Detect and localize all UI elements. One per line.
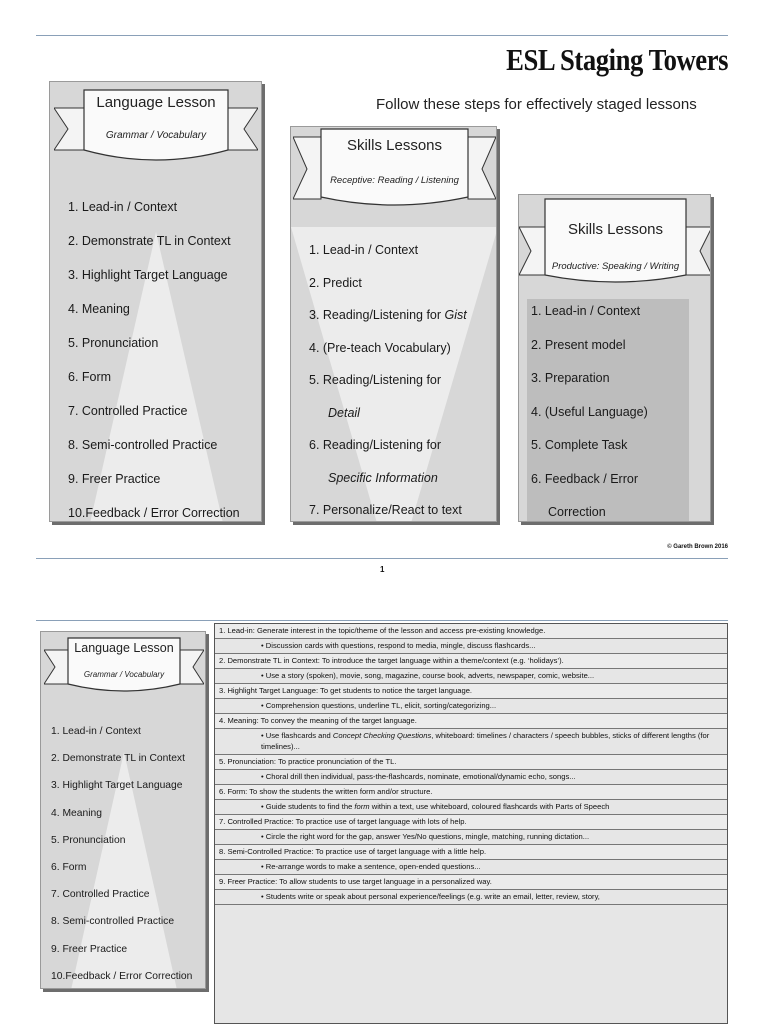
stage-activities-row: [215, 800, 727, 815]
page-title: ESL Staging Towers: [506, 42, 728, 77]
tower-title: Language Lesson: [96, 94, 216, 111]
page2-top-rule: [36, 620, 728, 621]
step-item: 2. Present model: [531, 337, 626, 352]
step-text: 2. Predict: [309, 275, 362, 290]
row-text: within a text, use whiteboard, coloured flashcards with Parts of Speech: [369, 802, 610, 811]
stage-heading-row: [215, 714, 727, 729]
step-item: 4. Meaning: [68, 302, 130, 316]
step-item: 10.Feedback / Error Correction: [51, 970, 193, 982]
row-text: • Students write or speak about personal experience/feelings (e.g. write an email, letter, review, story,: [261, 892, 600, 901]
row-text: , whiteboard: timelines / characters / speech bubbles, sticks of different lengths (for timelines)...: [261, 731, 710, 751]
stage-heading-row: [215, 684, 727, 699]
step-item: 1. Lead-in / Context: [531, 304, 641, 318]
stage-activities-row: [215, 639, 727, 654]
step-item: 9. Freer Practice: [51, 943, 128, 955]
step-item: 3. Highlight Target Language: [68, 268, 228, 282]
row-text: 8. Semi-Controlled Practice: To practice use of target language with a little help.: [219, 847, 487, 856]
row-text: • Use a story (spoken), movie, song, magazine, course book, adverts, newspaper, comic, website...: [261, 671, 595, 680]
tower-banner: [44, 636, 204, 696]
tower-subtitle: Receptive: Reading / Listening: [330, 175, 459, 186]
row-text: 5. Pronunciation: To practice pronunciation of the TL.: [219, 757, 397, 766]
step-text: 4. (Pre-teach Vocabulary): [309, 340, 451, 355]
step-item: 7. Controlled Practice: [68, 404, 188, 418]
page-number: 1: [380, 565, 385, 574]
row-text: • Choral drill then individual, pass-the-flashcards, nominate, emotional/dynamic echo, songs...: [261, 772, 576, 781]
stage-activities-row: [215, 860, 727, 875]
tower-subtitle: Grammar / Vocabulary: [83, 670, 165, 679]
tower-title: Language Lesson: [74, 641, 174, 655]
stage-heading-row: [215, 815, 727, 830]
step-item: 6. Form: [68, 370, 112, 384]
row-text: 2. Demonstrate TL in Context: To introduce the target language within a theme/context (e.g. ‘holidays’).: [219, 656, 564, 665]
stage-heading-row: [215, 624, 727, 639]
step-item: 3. Highlight Target Language: [51, 780, 183, 792]
step-item: [309, 494, 467, 522]
row-text: • Use flashcards and: [261, 731, 333, 740]
step-item: 10.Feedback / Error Correction: [68, 506, 240, 520]
page-subtitle: Follow these steps for effectively staged lessons: [376, 96, 697, 113]
step-item: [309, 234, 467, 267]
row-text: • Discussion cards with questions, respond to media, mingle, discuss flashcards...: [261, 641, 536, 650]
step-item: 5. Pronunciation: [68, 336, 159, 350]
step-item: [309, 267, 467, 300]
step-item: 3. Preparation: [531, 371, 610, 385]
step-item: 5. Complete Task: [531, 438, 628, 452]
tower-banner: [293, 127, 496, 213]
step-item: [309, 397, 467, 430]
step-item: 2. Demonstrate TL in Context: [68, 234, 231, 248]
tower-skills-productive: [518, 194, 711, 522]
row-text: • Guide students to find the: [261, 802, 355, 811]
step-item: [309, 462, 467, 495]
row-text: • Comprehension questions, underline TL, elicit, sorting/categorizing...: [261, 701, 497, 710]
tower-skills-receptive: [290, 126, 497, 522]
stages-table: [214, 623, 728, 1024]
tower-language-lesson: [49, 81, 262, 522]
row-text: Concept Checking Questions: [332, 731, 432, 740]
step-item: 6. Form: [51, 862, 87, 874]
step-item: [309, 364, 467, 397]
step-italic-text: Detail: [328, 405, 360, 420]
step-item: Correction: [548, 505, 606, 519]
step-item: 6. Feedback / Error: [531, 471, 638, 486]
tower-title: Skills Lessons: [346, 137, 443, 154]
row-text: 1. Lead-in: Generate interest in the topic/theme of the lesson and access pre-existing knowledge.: [219, 626, 546, 635]
step-item: 1. Lead-in / Context: [51, 726, 141, 737]
stage-heading-row: [215, 654, 727, 669]
stage-heading-row: [215, 785, 727, 800]
stage-activities-row: [215, 729, 727, 755]
tower-steps: [68, 190, 240, 522]
step-text: 6. Reading/Listening for: [309, 438, 442, 452]
stage-heading-row: [215, 845, 727, 860]
page1-bottom-rule: [36, 558, 728, 559]
stage-activities-row: [215, 830, 727, 845]
step-text: 5. Reading/Listening for: [309, 373, 442, 387]
row-text: • Circle the right word for the gap, answer Yes/No questions, mingle, matching, running dictation...: [261, 832, 590, 841]
stage-heading-row: [215, 755, 727, 770]
step-item: 4. (Useful Language): [531, 404, 648, 419]
row-text: 4. Meaning: To convey the meaning of the target language.: [219, 716, 417, 725]
step-item: [309, 299, 467, 332]
step-item: 5. Pronunciation: [51, 834, 126, 846]
copyright: © Gareth Brown 2016: [667, 544, 728, 550]
tower-steps: [51, 718, 192, 989]
tower-subtitle: Grammar / Vocabulary: [105, 130, 207, 141]
step-item: 8. Semi-controlled Practice: [68, 438, 218, 452]
step-item: 1. Lead-in / Context: [68, 200, 178, 214]
tower-subtitle: Productive: Speaking / Writing: [551, 261, 680, 272]
step-item: 2. Demonstrate TL in Context: [51, 753, 185, 765]
row-text: 9. Freer Practice: To allow students to use target language in a personalized way.: [219, 877, 492, 886]
stage-activities-row: [215, 669, 727, 684]
tower-banner: [519, 197, 711, 285]
row-text: 3. Highlight Target Language: To get students to notice the target language.: [219, 686, 473, 695]
step-text: 3. Reading/Listening for: [309, 308, 445, 322]
row-text: • Re-arrange words to make a sentence, open-ended questions...: [261, 862, 481, 871]
step-italic-text: Specific Information: [328, 470, 438, 485]
stage-activities-row: [215, 890, 727, 905]
step-item: 7. Controlled Practice: [51, 889, 150, 901]
step-item: 8. Semi-controlled Practice: [51, 916, 175, 928]
step-item: [309, 332, 467, 365]
stage-activities-row: [215, 770, 727, 785]
step-text: 7. Personalize/React to text: [309, 503, 462, 517]
top-rule: [36, 35, 728, 36]
tower-steps: [309, 234, 467, 522]
tower-steps: [531, 295, 648, 522]
tower-language-lesson-small: [40, 631, 206, 989]
tower-title: Skills Lessons: [567, 221, 664, 238]
step-item: 9. Freer Practice: [68, 472, 161, 486]
row-text: 7. Controlled Practice: To practice use of target language with lots of help.: [219, 817, 467, 826]
stage-activities-row: [215, 699, 727, 714]
stage-heading-row: [215, 875, 727, 890]
step-item: 4. Meaning: [51, 807, 102, 819]
step-italic-text: Gist: [444, 308, 467, 322]
tower-banner: [54, 88, 258, 168]
step-item: [309, 429, 467, 462]
step-text: 1. Lead-in / Context: [309, 243, 419, 257]
row-text: form: [354, 802, 370, 811]
row-text: 6. Form: To show the students the written form and/or structure.: [219, 787, 433, 796]
